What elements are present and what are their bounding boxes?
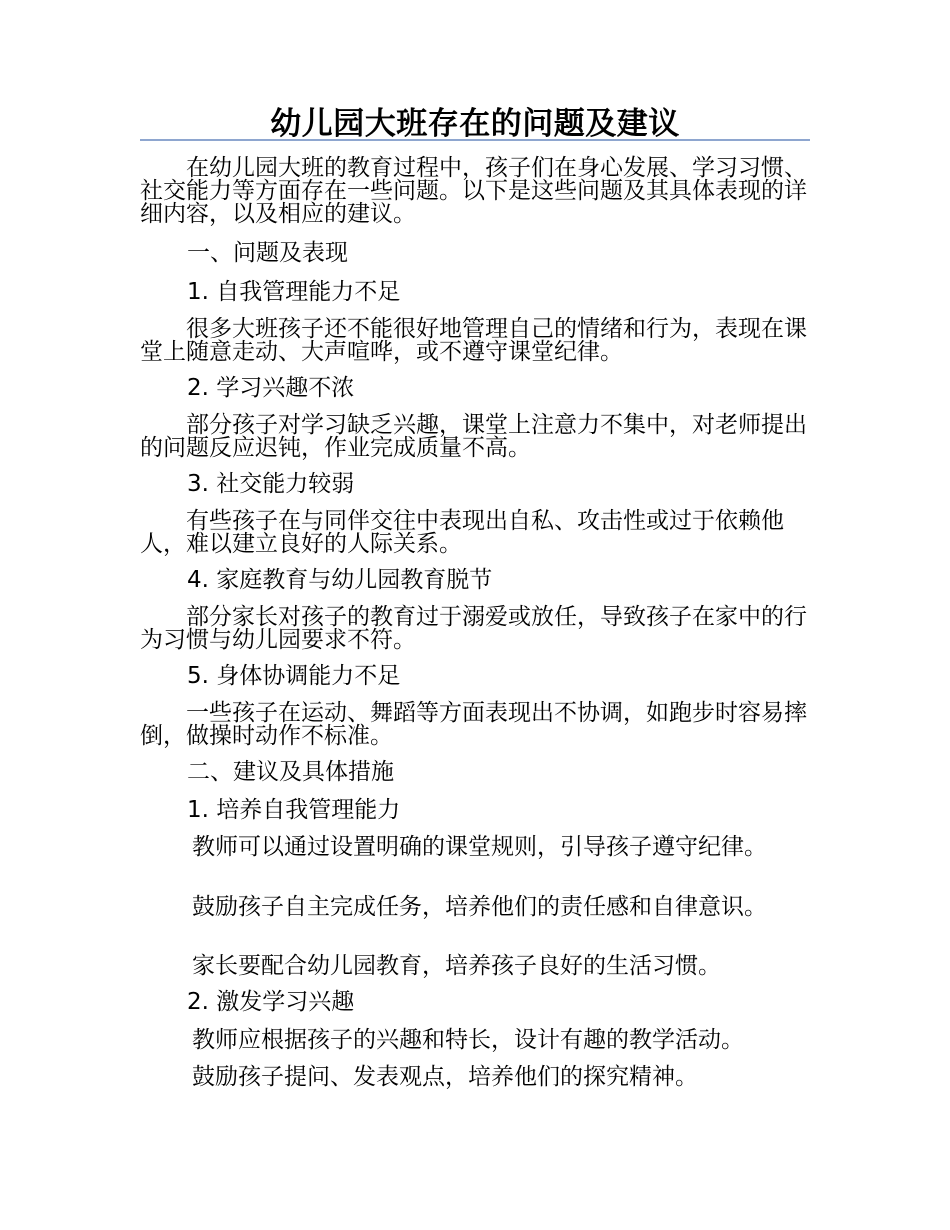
problem-5-text: 一些孩子在运动、舞蹈等方面表现出不协调，如跑步时容易摔倒，做操时动作不标准。 xyxy=(140,700,807,749)
section-heading-problems: 一、问题及表现 xyxy=(187,240,348,266)
suggestion-1-point-1: 教师可以通过设置明确的课堂规则，引导孩子遵守纪律。 xyxy=(192,834,767,860)
problem-3-text: 有些孩子在与同伴交往中表现出自私、攻击性或过于依赖他人，难以建立良好的人际关系。 xyxy=(140,508,784,557)
suggestion-2-heading: 2. 激发学习兴趣 xyxy=(187,989,355,1015)
suggestion-1-heading: 1. 培养自我管理能力 xyxy=(187,797,401,823)
problem-2-text: 部分孩子对学习缺乏兴趣，课堂上注意力不集中，对老师提出的问题反应迟钝，作业完成质量不高。 xyxy=(140,412,807,461)
problem-1-heading: 1. 自我管理能力不足 xyxy=(187,279,401,305)
intro-paragraph: 在幼儿园大班的教育过程中，孩子们在身心发展、学习习惯、社交能力等方面存在一些问题。以下是这些问题及其具体表现的详细内容，以及相应的建议。 xyxy=(140,155,807,227)
suggestion-1-point-3: 家长要配合幼儿园教育，培养孩子良好的生活习惯。 xyxy=(192,953,721,979)
problem-5-heading: 5. 身体协调能力不足 xyxy=(187,663,401,689)
problem-2-heading: 2. 学习兴趣不浓 xyxy=(187,375,355,401)
suggestion-2-point-2: 鼓励孩子提问、发表观点，培养他们的探究精神。 xyxy=(192,1064,698,1090)
title-underline xyxy=(140,139,810,141)
problem-4-text: 部分家长对孩子的教育过于溺爱或放任，导致孩子在家中的行为习惯与幼儿园要求不符。 xyxy=(140,604,807,653)
problem-1-text: 很多大班孩子还不能很好地管理自己的情绪和行为，表现在课堂上随意走动、大声喧哗，或不遵守课堂纪律。 xyxy=(140,316,807,365)
section-heading-suggestions: 二、建议及具体措施 xyxy=(187,759,394,785)
suggestion-1-point-2: 鼓励孩子自主完成任务，培养他们的责任感和自律意识。 xyxy=(192,894,767,920)
problem-4-heading: 4. 家庭教育与幼儿园教育脱节 xyxy=(187,567,493,593)
document-title: 幼儿园大班存在的问题及建议 xyxy=(270,106,680,142)
problem-3-heading: 3. 社交能力较弱 xyxy=(187,471,355,497)
suggestion-2-point-1: 教师应根据孩子的兴趣和特长，设计有趣的教学活动。 xyxy=(192,1027,744,1053)
